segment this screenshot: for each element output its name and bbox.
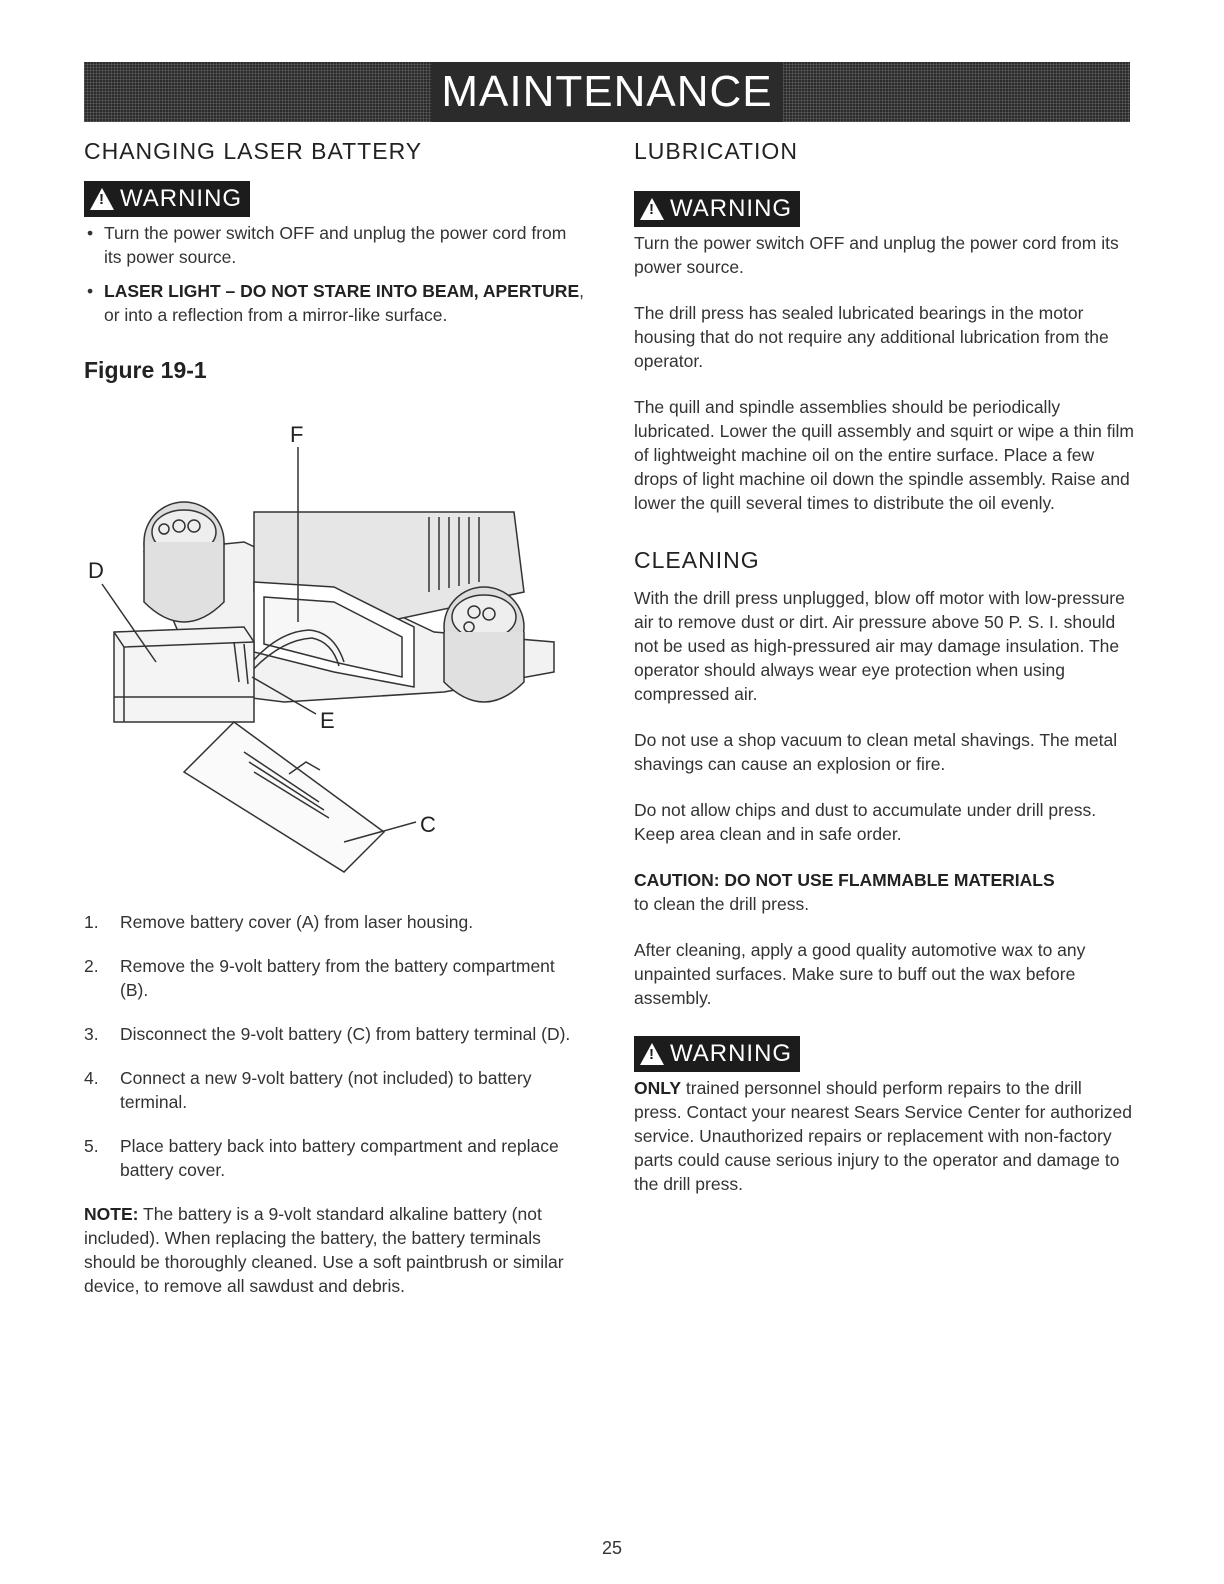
step-text: Remove battery cover (A) from laser housing. xyxy=(120,912,474,932)
cleaning-paragraph: After cleaning, apply a good quality automotive wax to any unpainted surfaces. Make sure to buff out the wax before assembly. xyxy=(634,940,1086,1008)
step-number: 5. xyxy=(84,1136,99,1156)
cleaning-paragraph: Do not use a shop vacuum to clean metal shavings. The metal shavings can cause an explosion or fire. xyxy=(634,730,1118,774)
step-number: 2. xyxy=(84,956,99,976)
cleaning-heading: CLEANING xyxy=(634,547,760,573)
warning-triangle-icon: ! xyxy=(640,1043,664,1065)
list-item xyxy=(84,1066,584,1114)
step-text: Disconnect the 9-volt battery (C) from battery terminal (D). xyxy=(120,1024,571,1044)
battery-icon xyxy=(114,627,254,722)
laser-warning-rest: , or into a reflection from a mirror-like surface. xyxy=(104,281,584,325)
warning-label: WARNING xyxy=(670,195,793,222)
list-item xyxy=(84,279,584,327)
warning-label: WARNING xyxy=(670,1040,793,1067)
label-d: D xyxy=(88,558,104,583)
cleaning-paragraph: With the drill press unplugged, blow off motor with low-pressure air to remove dust or dirt. Air pressure above 50 P. S. I. should not be used as high-pressured air may damage insulation. The operator should always wear eye protection when using compressed air. xyxy=(634,588,1125,704)
repair-warning-bold: ONLY xyxy=(634,1078,682,1098)
figure-19-1-diagram xyxy=(84,392,584,892)
laser-warning-block xyxy=(84,181,584,217)
warning-badge xyxy=(84,181,250,217)
list-item xyxy=(84,910,584,934)
caution-rest: to clean the drill press. xyxy=(634,894,810,914)
lubrication-heading: LUBRICATION xyxy=(634,138,798,164)
caution-paragraph xyxy=(634,868,1134,916)
cleaning-warning-block xyxy=(634,1036,1134,1072)
warning-triangle-icon: ! xyxy=(90,188,114,210)
list-item xyxy=(84,1022,584,1046)
lubrication-paragraph: The quill and spindle assemblies should be periodically lubricated. Lower the quill assembly and squirt or wipe a thin film of lightweight machine oil on the entire surface. Place a few drops of light machine oil down the spindle assembly. Raise and lower the quill several times to distribute the oil evenly. xyxy=(634,397,1134,513)
battery-cover-icon xyxy=(184,722,384,872)
repair-warning-rest: trained personnel should perform repairs to the drill press. Contact your nearest Sears Service Center for authorized service. Unauthorized repairs or replacement with non-factory parts could cause serious injury to the operator and damage to the drill press. xyxy=(634,1078,1133,1194)
laser-warning-bold: LASER LIGHT – DO NOT STARE INTO BEAM, APERTURE xyxy=(104,281,580,301)
lubrication-warning-text: Turn the power switch OFF and unplug the power cord from its power source. xyxy=(634,233,1119,277)
laser-battery-heading: CHANGING LASER BATTERY xyxy=(84,138,423,164)
step-text: Connect a new 9-volt battery (not included) to battery terminal. xyxy=(120,1068,532,1112)
laser-warning-list xyxy=(84,221,584,327)
warning-badge xyxy=(634,1036,800,1072)
warning-label: WARNING xyxy=(120,185,243,212)
step-number: 3. xyxy=(84,1024,99,1044)
page-title: MAINTENANCE xyxy=(431,62,782,122)
step-number: 4. xyxy=(84,1068,99,1088)
battery-steps xyxy=(84,910,584,1182)
note-text: The battery is a 9-volt standard alkaline battery (not included). When replacing the battery, the battery terminals should be thoroughly cleaned. Use a soft paintbrush or similar device, to remove all sawdust and debris. xyxy=(84,1204,564,1296)
page-number: 25 xyxy=(601,1538,623,1558)
label-f: F xyxy=(290,422,304,447)
step-number: 1. xyxy=(84,912,99,932)
caution-bold: CAUTION: DO NOT USE FLAMMABLE MATERIALS xyxy=(634,870,1055,890)
step-text: Remove the 9-volt battery from the battery compartment (B). xyxy=(120,956,555,1000)
warning-triangle-icon: ! xyxy=(640,198,664,220)
repair-warning-text xyxy=(634,1076,1134,1196)
cleaning-paragraph: Do not allow chips and dust to accumulate under drill press. Keep area clean and in safe order. xyxy=(634,800,1097,844)
step-text: Place battery back into battery compartment and replace battery cover. xyxy=(120,1136,559,1180)
label-c: C xyxy=(420,812,436,837)
lubrication-paragraph: The drill press has sealed lubricated bearings in the motor housing that do not require any additional lubrication from the operator. xyxy=(634,303,1109,371)
list-item xyxy=(84,1134,584,1182)
figure-title: Figure 19-1 xyxy=(84,357,207,383)
battery-note xyxy=(84,1202,584,1298)
left-column xyxy=(84,138,584,1298)
lubrication-warning-block xyxy=(634,191,1134,227)
right-column xyxy=(634,138,1134,1196)
note-label: NOTE: xyxy=(84,1204,139,1224)
section-banner xyxy=(84,62,1130,122)
list-item xyxy=(84,221,584,269)
label-e: E xyxy=(320,708,335,733)
warning-badge xyxy=(634,191,800,227)
list-item xyxy=(84,954,584,1002)
warning-text: Turn the power switch OFF and unplug the power cord from its power source. xyxy=(104,223,567,267)
